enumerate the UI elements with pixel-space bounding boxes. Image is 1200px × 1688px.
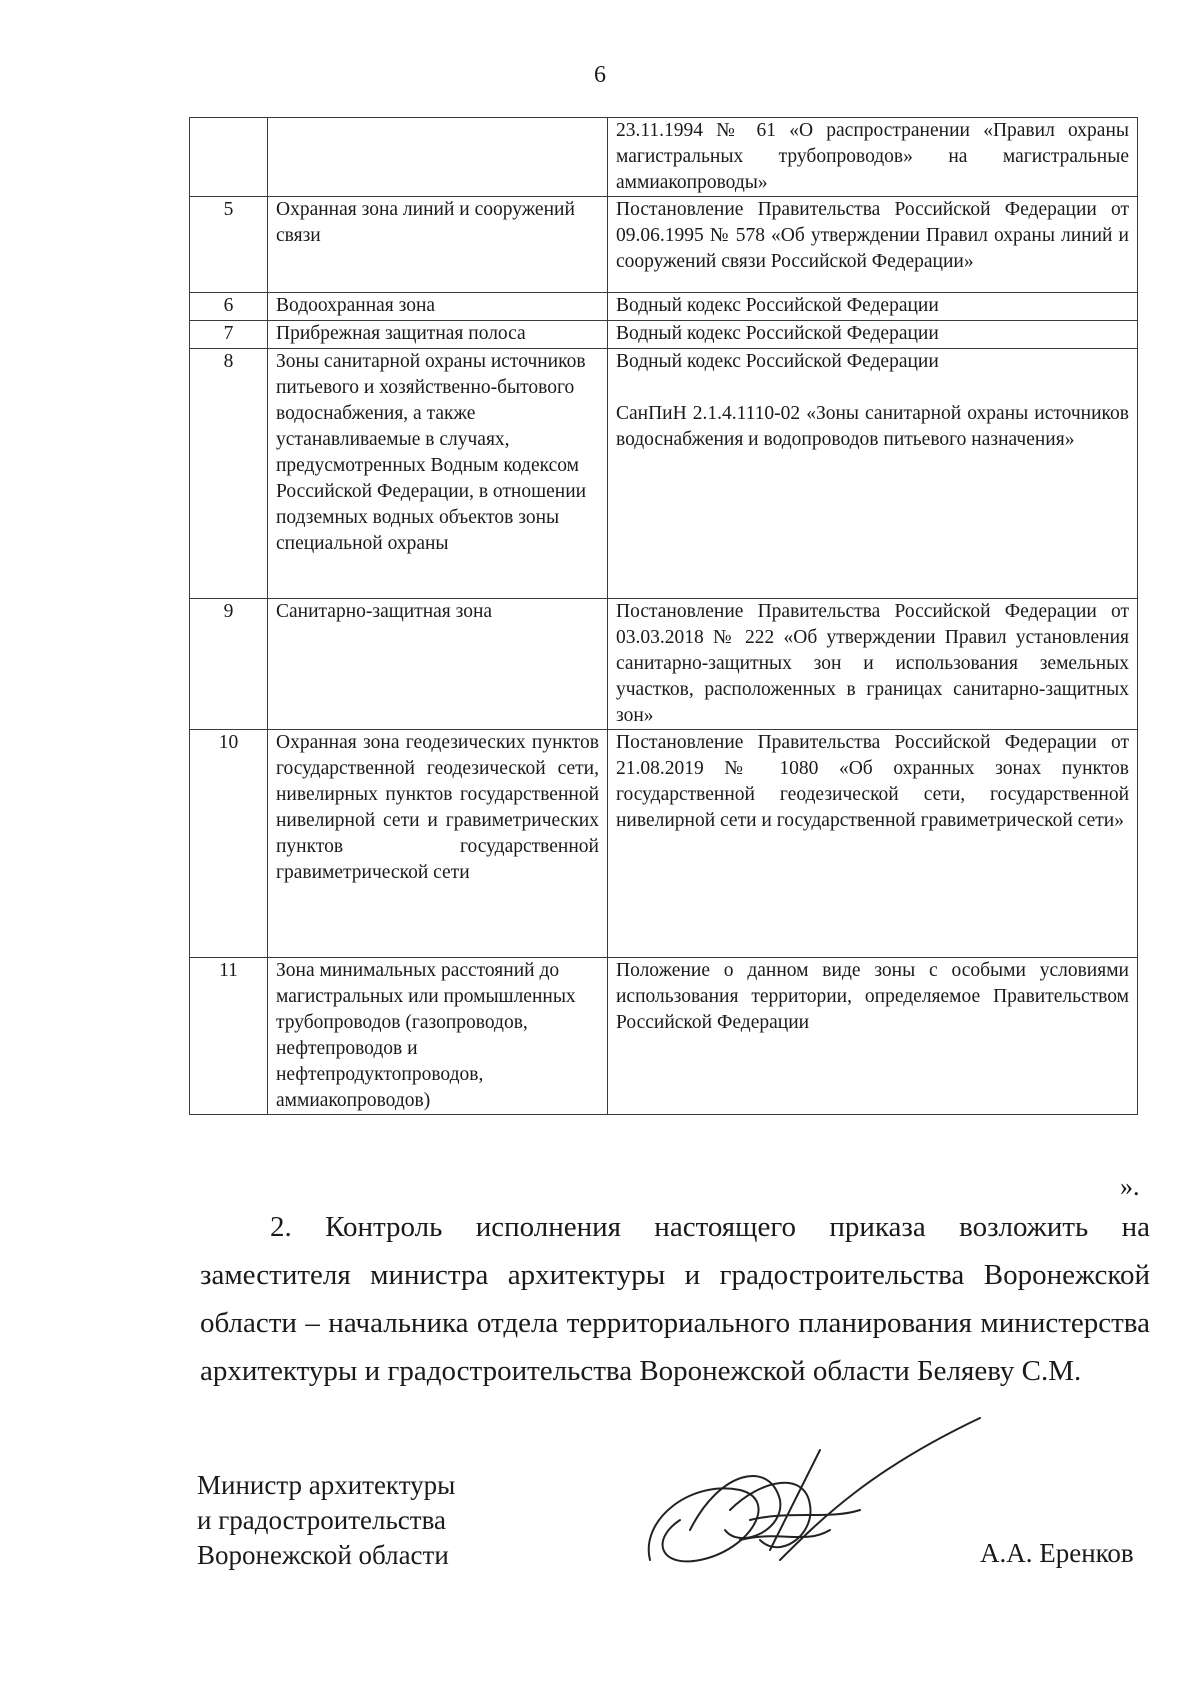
table-row bbox=[190, 730, 1138, 958]
table-row bbox=[190, 958, 1138, 1115]
signatory-position-line: и градостроительства bbox=[197, 1505, 446, 1535]
legal-basis-item: СанПиН 2.1.4.1110-02 «Зоны санитарной охраны источников водоснабжения и водопроводов питьевого назначения» bbox=[616, 403, 1129, 450]
row-number: 7 bbox=[190, 321, 268, 349]
zone-name: Прибрежная защитная полоса bbox=[268, 321, 608, 349]
legal-basis: Водный кодекс Российской Федерации bbox=[608, 321, 1138, 349]
legal-basis: 23.11.1994 № 61 «О распространении «Правил охраны магистральных трубопроводов» на магистральные аммиакопроводы» bbox=[608, 118, 1138, 197]
page-number: 6 bbox=[594, 62, 606, 88]
row-number bbox=[190, 118, 268, 197]
zone-name: Зона минимальных расстояний до магистральных или промышленных трубопроводов (газопроводов, нефтепроводов и нефтепродуктопроводов, аммиакопроводов) bbox=[268, 958, 608, 1115]
table-row bbox=[190, 197, 1138, 293]
signatory-position-line: Воронежской области bbox=[197, 1540, 449, 1570]
legal-basis: Положение о данном виде зоны с особыми условиями использования территории, определяемое Правительством Российской Федерации bbox=[608, 958, 1138, 1115]
legal-basis: Постановление Правительства Российской Федерации от 09.06.1995 № 578 «Об утверждении Правил охраны линий и сооружений связи Российской Федерации» bbox=[608, 197, 1138, 293]
legal-basis-item: Водный кодекс Российской Федерации bbox=[616, 351, 939, 372]
row-number: 8 bbox=[190, 349, 268, 599]
signatory-position bbox=[197, 1468, 455, 1573]
row-number: 6 bbox=[190, 293, 268, 321]
row-number: 11 bbox=[190, 958, 268, 1115]
closing-quote: ». bbox=[1120, 1172, 1140, 1201]
table-row bbox=[190, 293, 1138, 321]
zone-name: Зоны санитарной охраны источников питьевого и хозяйственно-бытового водоснабжения, а также устанавливаемые в случаях, предусмотренных Водным кодексом Российской Федерации, в отношении подземных водных объектов зоны специальной охраны bbox=[268, 349, 608, 599]
table-row bbox=[190, 599, 1138, 730]
zone-name: Охранная зона линий и сооружений связи bbox=[268, 197, 608, 293]
signatory-name: А.А. Еренков bbox=[980, 1538, 1134, 1568]
table-row bbox=[190, 321, 1138, 349]
legal-basis: Постановление Правительства Российской Федерации от 21.08.2019 № 1080 «Об охранных зонах пунктов государственной геодезической сети, государственной нивелирной сети и государственной гравиметрической сети» bbox=[608, 730, 1138, 958]
signatory-position-line: Министр архитектуры bbox=[197, 1470, 456, 1500]
handwritten-signature bbox=[630, 1410, 990, 1590]
zone-name: Водоохранная зона bbox=[268, 293, 608, 321]
legal-basis: Водный кодекс Российской Федерации bbox=[608, 293, 1138, 321]
zones-table bbox=[189, 117, 1138, 1115]
order-paragraph: 2. Контроль исполнения настоящего приказа возложить на заместителя министра архитектуры и градостроительства Воронежской области – начальника отдела территориального планирования министерства архитектуры и градостроительства Воронежской области Беляеву С.М. bbox=[200, 1211, 1150, 1387]
zone-name: Санитарно-защитная зона bbox=[268, 599, 608, 730]
row-number: 10 bbox=[190, 730, 268, 958]
zone-name bbox=[268, 118, 608, 197]
zone-name: Охранная зона геодезических пунктов государственной геодезической сети, нивелирных пунктов государственной нивелирной сети и гравиметрических пунктов государственной гравиметрической сети bbox=[268, 730, 608, 958]
row-number: 5 bbox=[190, 197, 268, 293]
table-row bbox=[190, 349, 1138, 599]
row-number: 9 bbox=[190, 599, 268, 730]
legal-basis: Постановление Правительства Российской Федерации от 03.03.2018 № 222 «Об утверждении Правил установления санитарно-защитных зон и использования земельных участков, расположенных в границах санитарно-защитных зон» bbox=[608, 599, 1138, 730]
legal-basis bbox=[608, 349, 1138, 599]
table-row bbox=[190, 118, 1138, 197]
